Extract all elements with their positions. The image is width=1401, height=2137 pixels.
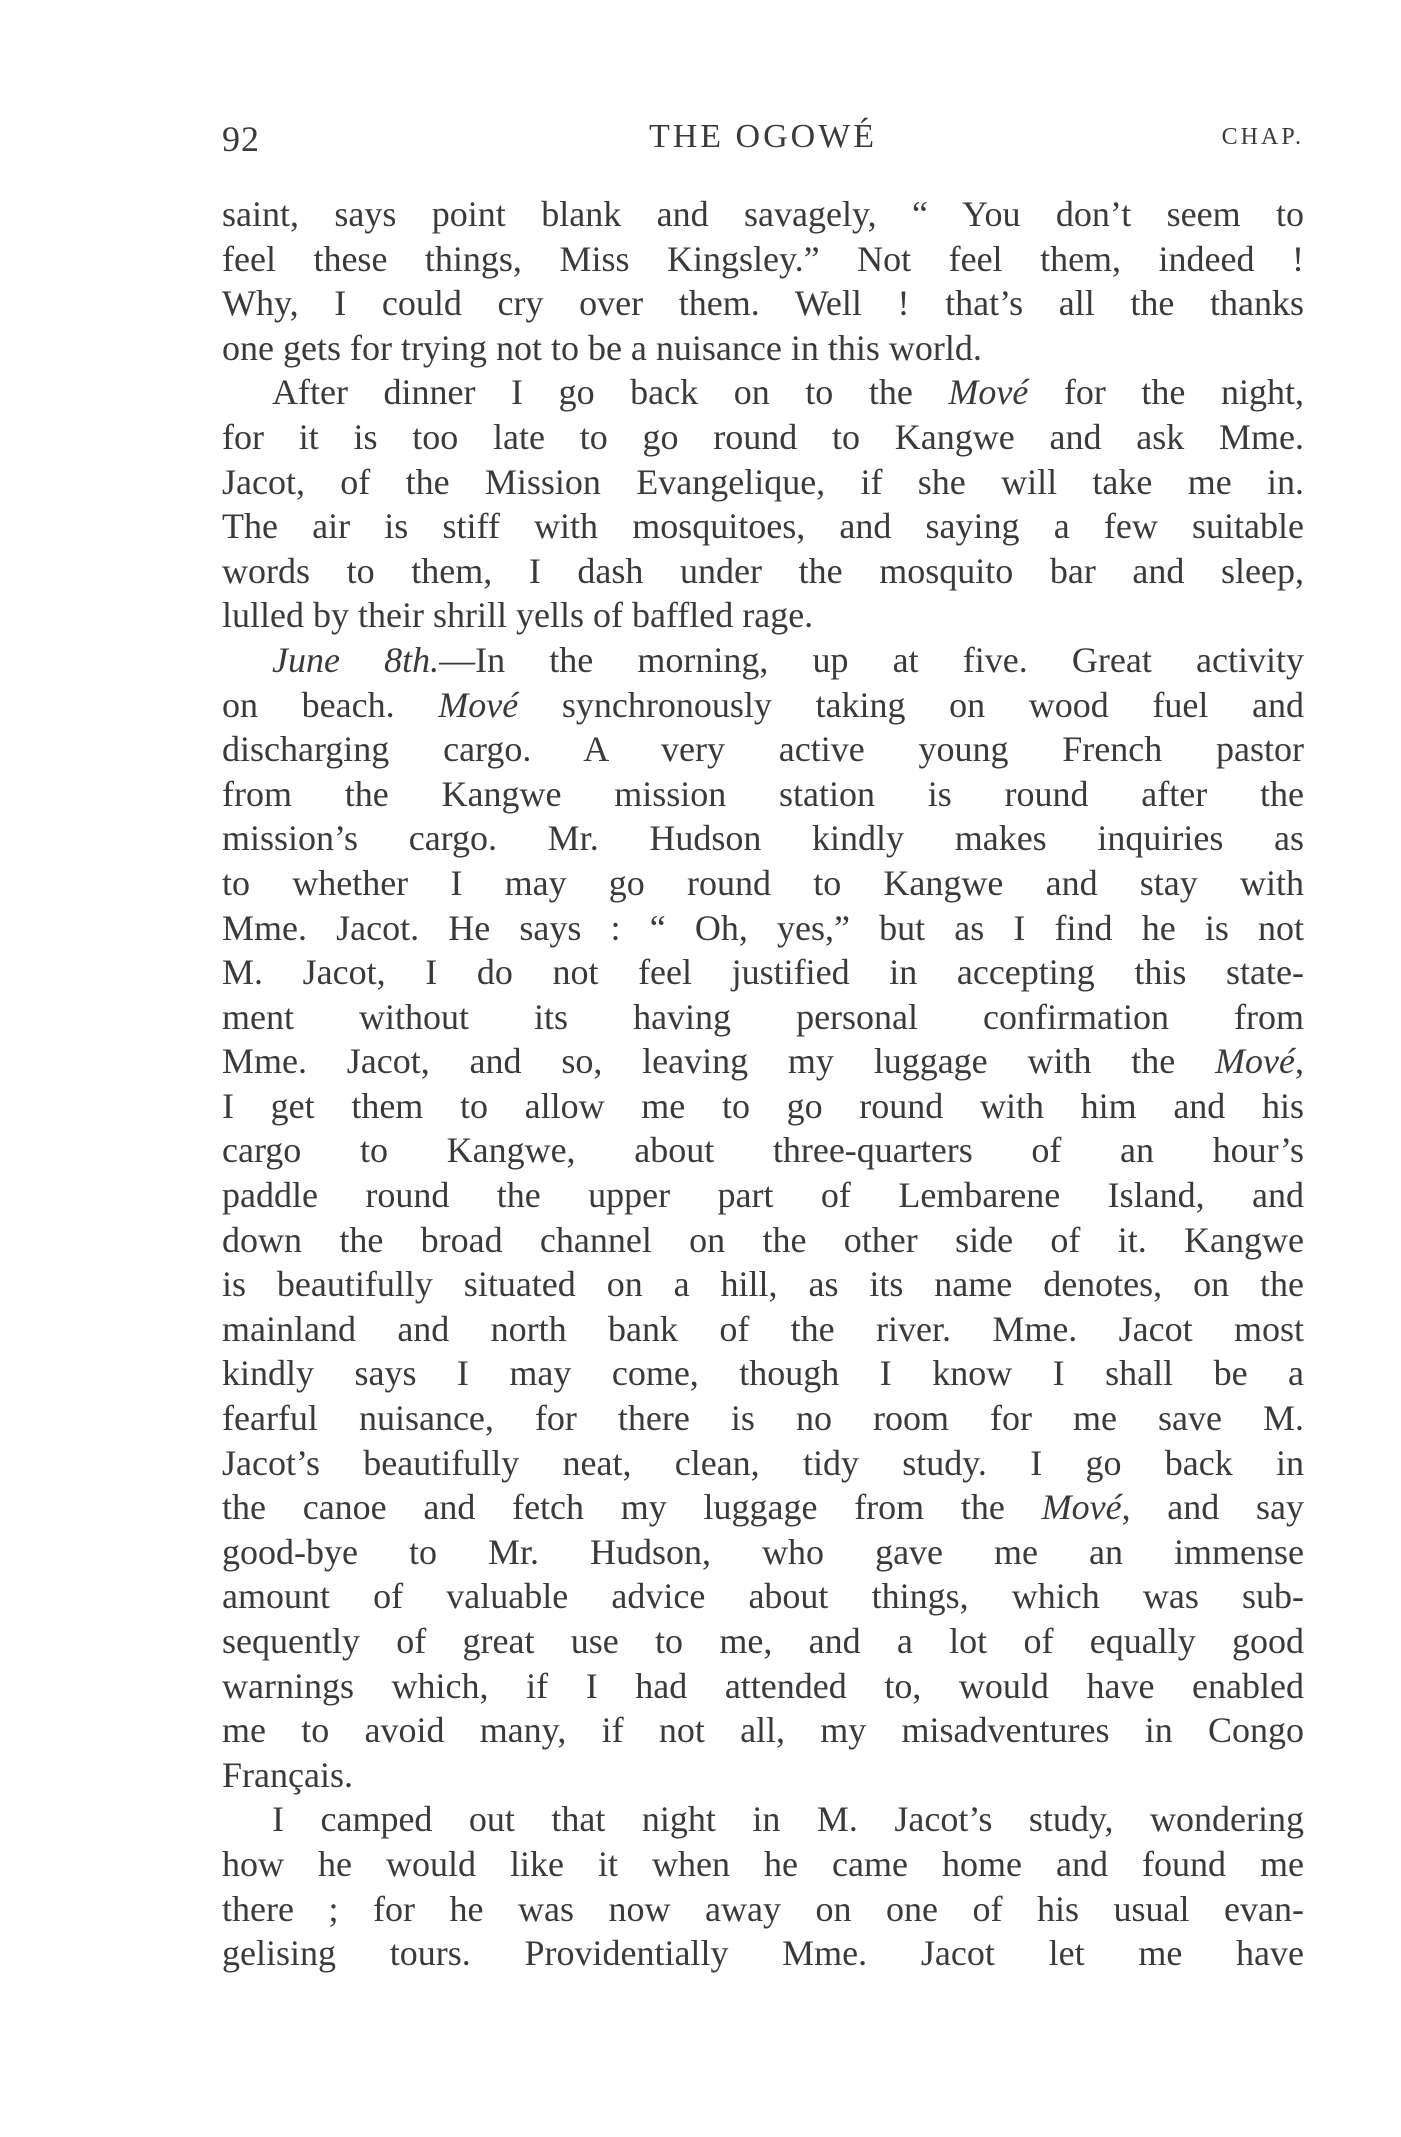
text-line: Mme. Jacot. He says : “ Oh, yes,” but as I find he is not <box>222 907 1304 948</box>
text-line <box>222 370 1304 415</box>
page-number: 92 <box>222 119 260 159</box>
text-run: synchronously taking on wood fuel and <box>518 684 1304 725</box>
text-line: saint, says point blank and savagely, “ You don’t seem to <box>222 194 1304 234</box>
text-line: M. Jacot, I do not feel justified in accepting this state- <box>222 952 1304 993</box>
chapter-label: CHAP. <box>1221 124 1304 150</box>
text-run: , <box>1295 1041 1304 1082</box>
text-line: me to avoid many, if not all, my misadventures in Congo <box>222 1710 1304 1751</box>
text-line: discharging cargo. A very active young French pastor <box>222 729 1304 770</box>
text-run: , and say <box>1121 1487 1305 1528</box>
text-line: to whether I may go round to Kangwe and stay with <box>222 862 1304 903</box>
text-line: for it is too late to go round to Kangwe and ask Mme. <box>222 416 1304 457</box>
text-line: is beautifully situated on a hill, as its name denotes, on the <box>222 1264 1304 1305</box>
text-line: gelising tours. Providentially Mme. Jacot let me have <box>222 1933 1304 1974</box>
text-line: warnings which, if I had attended to, would have enabled <box>222 1665 1304 1706</box>
text-line: feel these things, Miss Kingsley.” Not feel them, indeed ! <box>222 238 1304 279</box>
text-line: how he would like it when he came home and found me <box>222 1843 1304 1884</box>
text-run: for the night, <box>1028 372 1304 413</box>
text-line: words to them, I dash under the mosquito bar and sleep, <box>222 550 1304 591</box>
text-line: The air is stiff with mosquitoes, and saying a few suitable <box>222 506 1304 547</box>
text-run: the canoe and fetch my luggage from the <box>222 1487 1042 1528</box>
date-heading: June 8th. <box>272 639 440 680</box>
body-text <box>222 192 1304 1976</box>
ship-name: Mové <box>1041 1487 1122 1528</box>
text-line: kindly says I may come, though I know I shall be a <box>222 1353 1304 1394</box>
text-line: mission’s cargo. Mr. Hudson kindly makes inquiries as <box>222 818 1304 859</box>
text-line: Jacot’s beautifully neat, clean, tidy study. I go back in <box>222 1442 1304 1483</box>
text-run: After dinner I go back on to the <box>272 372 949 413</box>
text-run: —In the morning, up at five. Great activity <box>439 639 1304 680</box>
text-line: down the broad channel on the other side of it. Kangwe <box>222 1219 1304 1260</box>
text-line: fearful nuisance, for there is no room for me save M. <box>222 1398 1304 1439</box>
text-line <box>222 638 1304 683</box>
text-run: Mme. Jacot, and so, leaving my luggage with the <box>222 1041 1216 1082</box>
ship-name: Mové <box>1215 1041 1295 1082</box>
text-line: I camped out that night in M. Jacot’s study, wondering <box>272 1799 1304 1840</box>
text-line: Why, I could cry over them. Well ! that’s all the thanks <box>222 283 1304 324</box>
text-line <box>222 1485 1304 1530</box>
text-line: from the Kangwe mission station is round after the <box>222 773 1304 814</box>
ship-name: Mové <box>948 372 1029 413</box>
text-line <box>222 683 1304 728</box>
text-line: sequently of great use to me, and a lot of equally good <box>222 1621 1304 1661</box>
text-line: one gets for trying not to be a nuisance in this world. <box>222 327 982 368</box>
text-line: there ; for he was now away on one of his usual evan- <box>222 1888 1304 1929</box>
ship-name: Mové <box>438 684 519 725</box>
running-title: THE OGOWÉ <box>648 118 878 155</box>
text-line: I get them to allow me to go round with him and his <box>222 1085 1304 1126</box>
text-line <box>222 1039 1304 1084</box>
text-run: on beach. <box>222 684 439 725</box>
text-line: ment without its having personal confirmation from <box>222 996 1304 1037</box>
text-line: good-bye to Mr. Hudson, who gave me an immense <box>222 1531 1304 1572</box>
text-line: lulled by their shrill yells of baffled rage. <box>222 595 814 636</box>
text-line: mainland and north bank of the river. Mme. Jacot most <box>222 1308 1304 1349</box>
text-line: paddle round the upper part of Lembarene Island, and <box>222 1175 1304 1216</box>
text-line: amount of valuable advice about things, which was sub- <box>222 1576 1304 1617</box>
text-line: Jacot, of the Mission Evangelique, if she will take me in. <box>222 461 1304 502</box>
page-header <box>222 118 1304 168</box>
text-line: Français. <box>222 1754 353 1795</box>
text-line: cargo to Kangwe, about three-quarters of an hour’s <box>222 1130 1304 1171</box>
